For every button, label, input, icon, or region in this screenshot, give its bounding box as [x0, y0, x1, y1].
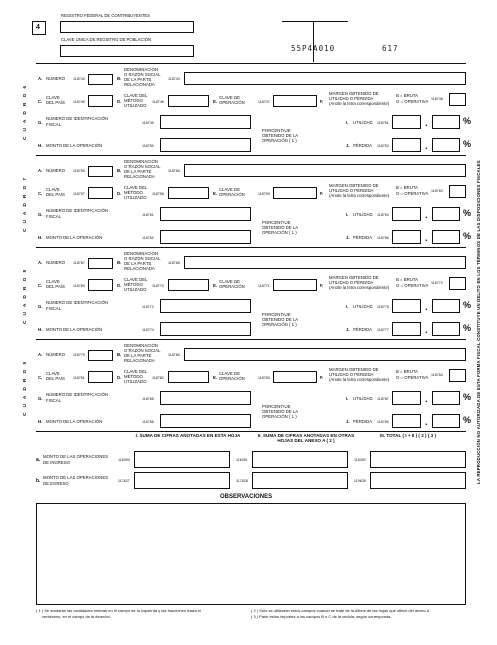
- cuadro-6-porcentaje-line-1: OBTENIDO DE LA: [262, 133, 299, 138]
- cuadro-9-denom-field[interactable]: [184, 348, 466, 361]
- cuadro-8-operacion-field[interactable]: [273, 279, 317, 291]
- cuadro-6-metodo-line-2: UTILIZADO: [124, 103, 147, 108]
- cuadro-6-code-margen: 118748: [431, 97, 443, 101]
- cuadro-8-denom-field[interactable]: [184, 256, 466, 269]
- cuadro-8-letter-d: D.: [117, 283, 122, 288]
- cuadro-6-letter-b: B.: [117, 76, 122, 81]
- cuadro-8-monto-field[interactable]: [160, 322, 251, 336]
- cuadro-8-code-margen: 118772: [431, 281, 443, 285]
- rfc-label: REGISTRO FEDERAL DE CONTRIBUYENTES: [61, 13, 150, 18]
- cuadro-9-letter-f: F.: [320, 375, 324, 380]
- cuadro-6-code-utilidad: 118751: [377, 121, 389, 125]
- cuadro-9-code-margen: 118784: [431, 373, 443, 377]
- footnote-1-line2: centésimo, en el campo de la derecha.: [42, 614, 111, 619]
- cuadro-7-numero-label: NÚMERO: [46, 168, 66, 173]
- cuadro-6-label: C U A D R O 6: [22, 83, 27, 141]
- cuadro-7-utilidad-dot: .: [425, 210, 428, 220]
- cuadro-9-perdida-dot: .: [425, 417, 428, 427]
- cuadro-8-margen-field[interactable]: [449, 277, 466, 290]
- cuadro-6-margen-field[interactable]: [449, 93, 466, 106]
- cuadro-6-letter-j: J.: [346, 143, 350, 148]
- curp-label: CLAVE ÚNICA DE REGISTRO DE POBLACIÓN: [61, 37, 151, 42]
- cuadro-8-utilidad-pct: %: [463, 300, 472, 310]
- cuadro-6-denom-line-2: DE LA PARTE: [124, 77, 152, 82]
- cuadro-7-denom-line-0: DENOMINACIÓN: [124, 159, 158, 164]
- cuadro-8-porcentaje-line-1: OBTENIDO DE LA: [262, 317, 299, 322]
- cuadro-8-utilidad-label: UTILIDAD: [353, 304, 373, 309]
- cuadro-8-code-utilidad: 118775: [377, 305, 389, 309]
- cuadro-9-perdida-dec-field[interactable]: [432, 414, 460, 428]
- cuadro-6-code-numid: 118749: [142, 121, 154, 125]
- sum-a-field-2[interactable]: [252, 451, 348, 468]
- cuadro-6-utilidad-dot: .: [425, 118, 428, 128]
- cuadro-7-code-numero: 118755: [73, 169, 85, 173]
- cuadro-7-denom-line-3: RELACIONADA: [124, 174, 155, 179]
- cuadro-7-code-perdida: 118765: [377, 236, 389, 240]
- cuadro-7-metodo-line-2: UTILIZADO: [124, 195, 147, 200]
- cuadro-9-utilidad-int-field[interactable]: [392, 391, 421, 405]
- cuadro-7-pais-field[interactable]: [88, 187, 113, 199]
- cuadro-9-numero-field[interactable]: [88, 350, 113, 361]
- cuadro-7-letter-i: I.: [346, 212, 349, 217]
- cuadro-9-metodo-line-0: CLAVE DEL: [124, 369, 148, 374]
- cuadro-6-perdida-dec-field[interactable]: [432, 138, 460, 152]
- cuadro-9-pais-field[interactable]: [88, 371, 113, 383]
- cuadro-9-bottom-rule: [36, 431, 466, 432]
- cuadro-8-monto-label: MONTO DE LA OPERACIÓN: [46, 327, 103, 332]
- cuadro-6-code-metodo: 118746: [152, 100, 164, 104]
- cuadro-8-operativa-label: O = OPERATIVA: [396, 283, 429, 288]
- cuadro-7-operacion-line-0: CLAVE DE: [219, 187, 240, 192]
- cuadro-6-operacion-line-0: CLAVE DE: [219, 95, 240, 100]
- cuadro-6-margen-line-0: MARGEN OBTENIDO DE: [329, 91, 379, 96]
- cuadro-9-code-denom: 118780: [168, 353, 180, 357]
- cuadro-8-pais-field[interactable]: [88, 279, 113, 291]
- cuadro-9-operacion-line-0: CLAVE DE: [219, 371, 240, 376]
- cuadro-9-operacion-line-1: OPERACIÓN: [219, 376, 245, 381]
- cuadro-6-top-rule: [36, 63, 466, 64]
- cuadro-7-code-utilidad: 118763: [377, 213, 389, 217]
- cuadro-7-utilidad-label: UTILIDAD: [353, 212, 373, 217]
- cuadro-8-perdida-dot: .: [425, 325, 428, 335]
- sum-col3-header: III. TOTAL ( I + II ) ( 2 ) ( 3 ): [380, 433, 437, 438]
- cuadro-9-letter-g: G.: [38, 396, 43, 401]
- cuadro-9-letter-j: J.: [346, 419, 350, 424]
- cuadro-8-metodo-field[interactable]: [168, 279, 209, 291]
- sum-b-code-1: 117627: [118, 479, 130, 483]
- observaciones-title: OBSERVACIONES: [220, 494, 273, 500]
- cuadro-9-metodo-field[interactable]: [168, 371, 209, 383]
- cuadro-6-code-monto: 118750: [142, 144, 154, 148]
- cuadro-8-margen-line-2: (Anote la letra correspondiente): [329, 285, 390, 290]
- cuadro-9-letter-h: H.: [38, 419, 43, 424]
- cuadro-6-bruta-label: B = BRUTA: [396, 93, 419, 98]
- cuadro-8-letter-c: C.: [38, 283, 43, 288]
- cuadro-6-monto-label: MONTO DE LA OPERACIÓN: [46, 143, 103, 148]
- cuadro-7-letter-b: B.: [117, 168, 122, 173]
- cuadro-8-metodo-line-2: UTILIZADO: [124, 287, 147, 292]
- cuadro-7-operacion-field[interactable]: [273, 187, 317, 199]
- cuadro-8-code-numero: 118767: [73, 261, 85, 265]
- cuadro-6-letter-g: G.: [38, 120, 43, 125]
- cuadro-8-denom-line-2: DE LA PARTE: [124, 261, 152, 266]
- cuadro-6-utilidad-label: UTILIDAD: [353, 120, 373, 125]
- cuadro-6-monto-field[interactable]: [160, 138, 251, 152]
- footnote-2: ( 2 ) Sólo se utilizarán estos campos cuando se trate de la última de las hojas que utilice del anexo A.: [251, 608, 431, 613]
- sum-a-code-3: 116392: [354, 458, 366, 462]
- cuadro-6-numero-label: NÚMERO: [46, 76, 66, 81]
- cuadro-9-bruta-label: B = BRUTA: [396, 369, 419, 374]
- cuadro-9-code-metodo: 118782: [152, 376, 164, 380]
- cuadro-7-porcentaje-line-2: OPERACIÓN ( 1 ): [262, 230, 297, 235]
- cuadro-9-margen-line-2: (Anote la letra correspondiente): [329, 377, 390, 382]
- cuadro-9-letter-d: D.: [117, 375, 122, 380]
- cuadro-8-margen-line-0: MARGEN OBTENIDO DE: [329, 275, 379, 280]
- cuadro-9-numid-line-1: FISCAL: [46, 398, 62, 403]
- cuadro-8-letter-i: I.: [346, 304, 349, 309]
- cuadro-9-perdida-int-field[interactable]: [392, 414, 421, 428]
- cuadro-7-metodo-line-0: CLAVE DEL: [124, 185, 148, 190]
- cuadro-6-operacion-line-1: OPERACIÓN: [219, 100, 245, 105]
- cuadro-7-perdida-label: PÉRDIDA: [353, 235, 373, 240]
- form-code: 55P4A010: [291, 44, 336, 53]
- cuadro-7-bruta-label: B = BRUTA: [396, 185, 419, 190]
- cuadro-8-perdida-label: PÉRDIDA: [353, 327, 373, 332]
- observaciones-field[interactable]: [36, 503, 466, 605]
- cuadro-9-operacion-field[interactable]: [273, 371, 317, 383]
- cuadro-7-label: C U A D R O 7: [22, 175, 27, 233]
- sum-col1-header: I. SUMA DE CIFRAS ANOTADAS EN ESTA HOJA: [135, 433, 241, 438]
- cuadro-9-letter-e: E.: [213, 375, 218, 380]
- cuadro-9-utilidad-label: UTILIDAD: [353, 396, 373, 401]
- cuadro-9-denom-line-0: DENOMINACIÓN: [124, 343, 158, 348]
- cuadro-6-operativa-label: O = OPERATIVA: [396, 99, 429, 104]
- cuadro-7-code-metodo: 118758: [152, 192, 164, 196]
- sum-b-field-2[interactable]: [252, 472, 348, 489]
- cuadro-6-utilidad-int-field[interactable]: [392, 115, 421, 129]
- cuadro-6-pais-field[interactable]: [88, 95, 113, 107]
- cuadro-6-porcentaje-line-2: OPERACIÓN ( 1 ): [262, 138, 297, 143]
- header-divider-stem: [313, 21, 314, 62]
- cuadro-6-pais-line-0: CLAVE: [46, 95, 60, 100]
- cuadro-9-letter-c: C.: [38, 375, 43, 380]
- sum-b-code-3: 119635: [354, 479, 366, 483]
- cuadro-8-numid-line-1: FISCAL: [46, 306, 62, 311]
- cuadro-8-letter-g: G.: [38, 304, 43, 309]
- cuadro-6-code-denom: 118744: [168, 77, 180, 81]
- sum-row-b-line2: DE EGRESO: [43, 481, 69, 486]
- cuadro-8-letter-f: F.: [320, 283, 324, 288]
- cuadro-7-perdida-int-field[interactable]: [392, 230, 421, 244]
- cuadro-7-letter-c: C.: [38, 191, 43, 196]
- cuadro-6-utilidad-dec-field[interactable]: [432, 115, 460, 129]
- cuadro-7-metodo-field[interactable]: [168, 187, 209, 199]
- cuadro-8-code-metodo: 118770: [152, 284, 164, 288]
- cuadro-8-code-monto: 118774: [142, 328, 154, 332]
- sum-row-a-line1: MONTO DE LAS OPERACIONES: [43, 454, 109, 459]
- cuadro-9-margen-line-1: UTILIDAD O PÉRDIDA: [329, 372, 374, 377]
- side-legend: LA REPRODUCCIÓN NO AUTORIZADA DE ESTA FORMA FISCAL CONSTITUYE UN DELITO EN LOS TÉRMINOS DE LAS DISPOSICIONES FISCALES: [476, 160, 481, 484]
- cuadro-9-code-pais: 118781: [73, 376, 85, 380]
- cuadro-7-metodo-line-1: MÉTODO: [124, 190, 143, 195]
- cuadro-7-margen-line-1: UTILIDAD O PÉRDIDA: [329, 188, 374, 193]
- cuadro-9-code-utilidad: 118787: [377, 397, 389, 401]
- cuadro-7-letter-d: D.: [117, 191, 122, 196]
- cuadro-6-denom-line-1: O RAZÓN SOCIAL: [124, 72, 161, 77]
- sum-a-code-1: 116390: [118, 458, 130, 462]
- cuadro-7-perdida-dot: .: [425, 233, 428, 243]
- cuadro-7-letter-h: H.: [38, 235, 43, 240]
- cuadro-6-denom-line-3: RELACIONADA: [124, 82, 155, 87]
- cuadro-7-letter-e: E.: [213, 191, 218, 196]
- cuadro-7-monto-label: MONTO DE LA OPERACIÓN: [46, 235, 103, 240]
- cuadro-8-denom-line-3: RELACIONADA: [124, 266, 155, 271]
- cuadro-9-monto-label: MONTO DE LA OPERACIÓN: [46, 419, 103, 424]
- sum-a-field-3[interactable]: [370, 451, 466, 468]
- cuadro-7-margen-line-2: (Anote la letra correspondiente): [329, 193, 390, 198]
- cuadro-7-pais-line-0: CLAVE: [46, 187, 60, 192]
- cuadro-9-letter-a: A.: [38, 352, 43, 357]
- cuadro-9-margen-line-0: MARGEN OBTENIDO DE: [329, 367, 379, 372]
- cuadro-9-denom-line-3: RELACIONADA: [124, 358, 155, 363]
- cuadro-6-letter-d: D.: [117, 99, 122, 104]
- cuadro-7-numero-field[interactable]: [88, 166, 113, 177]
- sum-a-code-2: 116391: [236, 458, 248, 462]
- cuadro-9-denom-line-1: O RAZÓN SOCIAL: [124, 348, 161, 353]
- cuadro-9-operativa-label: O = OPERATIVA: [396, 375, 429, 380]
- cuadro-7-letter-j: J.: [346, 235, 350, 240]
- cuadro-8-letter-b: B.: [117, 260, 122, 265]
- cuadro-9-perdida-label: PÉRDIDA: [353, 419, 373, 424]
- cuadro-6-perdida-dot: .: [425, 141, 428, 151]
- cuadro-9-numid-line-0: NÚMERO DE IDENTIFICACIÓN: [46, 392, 109, 397]
- cuadro-6-operacion-field[interactable]: [273, 95, 317, 107]
- curp-field[interactable]: [60, 45, 194, 57]
- cuadro-9-pais-line-1: DEL PAÍS: [46, 376, 65, 381]
- sum-b-field-1[interactable]: [134, 472, 230, 489]
- cuadro-7-denom-line-2: DE LA PARTE: [124, 169, 152, 174]
- cuadro-8-porcentaje-line-2: OPERACIÓN ( 1 ): [262, 322, 297, 327]
- cuadro-7-code-operacion: 118759: [258, 192, 270, 196]
- cuadro-8-numero-field[interactable]: [88, 258, 113, 269]
- cuadro-6-perdida-pct: %: [463, 139, 472, 149]
- sum-row-b-line1: MONTO DE LAS OPERACIONES: [43, 475, 109, 480]
- cuadro-6-denom-line-0: DENOMINACIÓN: [124, 67, 158, 72]
- cuadro-7-numid-line-0: NÚMERO DE IDENTIFICACIÓN: [46, 208, 109, 213]
- cuadro-6-code-numero: 118743: [73, 77, 85, 81]
- cuadro-9-numero-label: NÚMERO: [46, 352, 66, 357]
- cuadro-9-letter-i: I.: [346, 396, 349, 401]
- sum-b-field-3[interactable]: [370, 472, 466, 489]
- cuadro-7-perdida-dec-field[interactable]: [432, 230, 460, 244]
- cuadro-9-label: C U A D R O 9: [22, 359, 27, 417]
- footnote-1-line1: ( 1 ) Se anotarán las cantidades enteras en el campo de la izquierda y las fracciones hasta el: [36, 608, 201, 613]
- cuadro-7-porcentaje-line-1: OBTENIDO DE LA: [262, 225, 299, 230]
- cuadro-6-perdida-int-field[interactable]: [392, 138, 421, 152]
- cuadro-7-utilidad-pct: %: [463, 208, 472, 218]
- cuadro-9-code-monto: 118786: [142, 420, 154, 424]
- cuadro-9-code-operacion: 118783: [258, 376, 270, 380]
- cuadro-6-code-operacion: 118747: [258, 100, 270, 104]
- cuadro-8-code-numid: 118773: [142, 305, 154, 309]
- cuadro-6-numid-field[interactable]: [160, 115, 251, 129]
- cuadro-8-code-operacion: 118771: [258, 284, 270, 288]
- cuadro-6-perdida-label: PÉRDIDA: [353, 143, 373, 148]
- cuadro-8-numid-line-0: NÚMERO DE IDENTIFICACIÓN: [46, 300, 109, 305]
- cuadro-7-code-numid: 118761: [142, 213, 154, 217]
- cuadro-8-letter-e: E.: [213, 283, 218, 288]
- cuadro-7-denom-line-1: O RAZÓN SOCIAL: [124, 164, 161, 169]
- cuadro-8-letter-h: H.: [38, 327, 43, 332]
- cuadro-8-letter-a: A.: [38, 260, 43, 265]
- cuadro-7-operativa-label: O = OPERATIVA: [396, 191, 429, 196]
- cuadro-9-denom-line-2: DE LA PARTE: [124, 353, 152, 358]
- cuadro-9-utilidad-pct: %: [463, 392, 472, 402]
- cuadro-6-letter-i: I.: [346, 120, 349, 125]
- cuadro-8-operacion-line-1: OPERACIÓN: [219, 284, 245, 289]
- cuadro-8-numero-label: NÚMERO: [46, 260, 66, 265]
- cuadro-9-porcentaje-line-2: OPERACIÓN ( 1 ): [262, 414, 297, 419]
- cuadro-7-code-pais: 118757: [73, 192, 85, 196]
- cuadro-7-porcentaje-line-0: PORCENTAJE: [262, 220, 291, 225]
- cuadro-8-bruta-label: B = BRUTA: [396, 277, 419, 282]
- cuadro-7-operacion-line-1: OPERACIÓN: [219, 192, 245, 197]
- cuadro-6-letter-f: F.: [320, 99, 324, 104]
- rfc-field[interactable]: [60, 21, 194, 33]
- cuadro-9-monto-field[interactable]: [160, 414, 251, 428]
- cuadro-9-metodo-line-2: UTILIZADO: [124, 379, 147, 384]
- cuadro-8-metodo-line-0: CLAVE DEL: [124, 277, 148, 282]
- cuadro-8-pais-line-1: DEL PAÍS: [46, 284, 65, 289]
- cuadro-8-code-pais: 118769: [73, 284, 85, 288]
- cuadro-6-letter-c: C.: [38, 99, 43, 104]
- cuadro-7-pais-line-1: DEL PAÍS: [46, 192, 65, 197]
- cuadro-8-denom-line-1: O RAZÓN SOCIAL: [124, 256, 161, 261]
- page-number: 4: [36, 24, 40, 31]
- cuadro-8-utilidad-dot: .: [425, 302, 428, 312]
- cuadro-7-perdida-pct: %: [463, 231, 472, 241]
- cuadro-9-perdida-pct: %: [463, 415, 472, 425]
- cuadro-8-operacion-line-0: CLAVE DE: [219, 279, 240, 284]
- cuadro-6-utilidad-pct: %: [463, 116, 472, 126]
- cuadro-8-utilidad-int-field[interactable]: [392, 299, 421, 313]
- sum-col2-header: II. SUMA DE CIFRAS ANOTADAS EN OTRAS HOJAS DEL ANEXO A ( 2 ): [257, 433, 355, 444]
- cuadro-8-denom-line-0: DENOMINACIÓN: [124, 251, 158, 256]
- sum-row-b-letter: b.: [36, 478, 41, 484]
- sum-row-a-line2: DE INGRESO: [43, 460, 70, 465]
- cuadro-8-letter-j: J.: [346, 327, 350, 332]
- cuadro-7-denom-field[interactable]: [184, 164, 466, 177]
- cuadro-9-pais-line-0: CLAVE: [46, 371, 60, 376]
- cuadro-6-bottom-rule: [36, 155, 466, 156]
- cuadro-9-letter-b: B.: [117, 352, 122, 357]
- cuadro-6-margen-line-2: (Anote la letra correspondiente): [329, 101, 390, 106]
- cuadro-7-utilidad-dec-field[interactable]: [432, 207, 460, 221]
- form-page: 617: [382, 44, 399, 53]
- cuadro-8-margen-line-1: UTILIDAD O PÉRDIDA: [329, 280, 374, 285]
- cuadro-7-bottom-rule: [36, 247, 466, 248]
- cuadro-8-perdida-int-field[interactable]: [392, 322, 421, 336]
- cuadro-7-code-monto: 118762: [142, 236, 154, 240]
- cuadro-6-denom-field[interactable]: [184, 72, 466, 85]
- cuadro-6-metodo-field[interactable]: [168, 95, 209, 107]
- cuadro-6-numid-line-0: NÚMERO DE IDENTIFICACIÓN: [46, 116, 109, 121]
- cuadro-9-margen-field[interactable]: [449, 369, 466, 382]
- cuadro-7-code-denom: 118756: [168, 169, 180, 173]
- cuadro-9-metodo-line-1: MÉTODO: [124, 374, 143, 379]
- cuadro-8-bottom-rule: [36, 339, 466, 340]
- cuadro-8-porcentaje-line-0: PORCENTAJE: [262, 312, 291, 317]
- cuadro-7-numid-line-1: FISCAL: [46, 214, 62, 219]
- cuadro-9-numid-field[interactable]: [160, 391, 251, 405]
- cuadro-6-letter-e: E.: [213, 99, 218, 104]
- cuadro-7-letter-f: F.: [320, 191, 324, 196]
- cuadro-8-code-denom: 118768: [168, 261, 180, 265]
- cuadro-8-perdida-pct: %: [463, 323, 472, 333]
- sum-b-code-2: 117628: [236, 479, 248, 483]
- cuadro-7-letter-g: G.: [38, 212, 43, 217]
- cuadro-8-numid-field[interactable]: [160, 299, 251, 313]
- cuadro-9-code-perdida: 118789: [377, 420, 389, 424]
- sum-row-a-letter: a.: [36, 457, 41, 463]
- cuadro-6-letter-h: H.: [38, 143, 43, 148]
- cuadro-9-code-numid: 118785: [142, 397, 154, 401]
- cuadro-6-metodo-line-1: MÉTODO: [124, 98, 143, 103]
- footnote-3: ( 3 ) Pase estos importes a los campos B o C de la cédula, según corresponda.: [251, 614, 392, 619]
- cuadro-7-code-margen: 118760: [431, 189, 443, 193]
- cuadro-8-utilidad-dec-field[interactable]: [432, 299, 460, 313]
- cuadro-8-metodo-line-1: MÉTODO: [124, 282, 143, 287]
- sum-a-field-1[interactable]: [134, 451, 230, 468]
- cuadro-7-utilidad-int-field[interactable]: [392, 207, 421, 221]
- cuadro-9-porcentaje-line-0: PORCENTAJE: [262, 404, 291, 409]
- cuadro-7-monto-field[interactable]: [160, 230, 251, 244]
- cuadro-8-label: C U A D R O 8: [22, 267, 27, 325]
- cuadro-9-code-numero: 118779: [73, 353, 85, 357]
- cuadro-8-pais-line-0: CLAVE: [46, 279, 60, 284]
- cuadro-7-letter-a: A.: [38, 168, 43, 173]
- cuadro-7-margen-line-0: MARGEN OBTENIDO DE: [329, 183, 379, 188]
- cuadro-6-porcentaje-line-0: PORCENTAJE: [262, 128, 291, 133]
- cuadro-7-numid-field[interactable]: [160, 207, 251, 221]
- cuadro-9-porcentaje-line-1: OBTENIDO DE LA: [262, 409, 299, 414]
- cuadro-6-letter-a: A.: [38, 76, 43, 81]
- cuadro-6-code-perdida: 118753: [377, 144, 389, 148]
- cuadro-6-numero-field[interactable]: [88, 74, 113, 85]
- cuadro-6-margen-line-1: UTILIDAD O PÉRDIDA: [329, 96, 374, 101]
- cuadro-9-utilidad-dot: .: [425, 394, 428, 404]
- cuadro-6-pais-line-1: DEL PAÍS: [46, 100, 65, 105]
- cuadro-6-metodo-line-0: CLAVE DEL: [124, 93, 148, 98]
- cuadro-9-utilidad-dec-field[interactable]: [432, 391, 460, 405]
- cuadro-6-code-pais: 118745: [73, 100, 85, 104]
- cuadro-8-code-perdida: 118777: [377, 328, 389, 332]
- cuadro-7-margen-field[interactable]: [449, 185, 466, 198]
- header-divider-line: [282, 21, 348, 22]
- cuadro-8-perdida-dec-field[interactable]: [432, 322, 460, 336]
- cuadro-6-numid-line-1: FISCAL: [46, 122, 62, 127]
